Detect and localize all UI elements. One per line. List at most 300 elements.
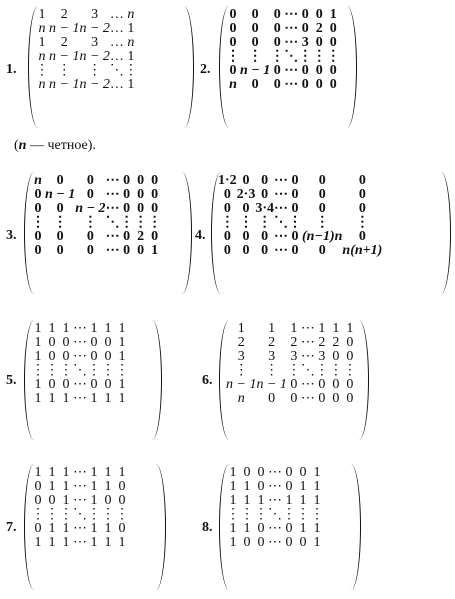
matrix-cell: 1 (104, 391, 112, 406)
matrix-cell: 1 (243, 521, 251, 536)
matrix-row (35, 64, 138, 78)
matrix-row (218, 174, 382, 188)
matrix-cell: ⋮ (101, 507, 115, 522)
matrix-cell: ⋯ (105, 243, 120, 258)
matrix-cell: 1 (104, 535, 112, 550)
matrix-cell: ⋮ (87, 507, 101, 522)
matrix-row (31, 364, 129, 378)
matrix-cell: 1 (38, 35, 46, 50)
matrix-cell: 1 (127, 21, 135, 36)
matrix-cell: 1 (118, 377, 126, 392)
matrix-row (226, 392, 357, 406)
matrix-cell: 0 (223, 229, 231, 244)
matrix-cell: 0 (291, 229, 299, 244)
matrix-cell: 1 (229, 479, 237, 494)
matrix-cell: 0 (346, 335, 354, 350)
matrix-cell: 0 (104, 493, 112, 508)
matrix-row (218, 202, 382, 216)
matrix-cell: 0 (123, 187, 131, 202)
matrix-cell: 0 (332, 391, 340, 406)
matrix-cell: 1 (118, 349, 126, 364)
matrix-cell: 2 (290, 335, 298, 350)
matrix-cell: 1 (104, 465, 112, 480)
matrix-cell: 0 (242, 243, 250, 258)
matrix-cell: 0 (62, 335, 70, 350)
matrix-cell: 0 (34, 229, 42, 244)
matrix-cell: 1 (329, 7, 337, 22)
matrix-cell: n − 2 (79, 77, 110, 92)
matrix-cell: 1 (34, 349, 42, 364)
matrix-cell: ⋯ (73, 479, 87, 494)
problem-number: 7. (6, 520, 17, 535)
matrix-cell: 0 (358, 187, 366, 202)
matrix-cell: 2 (237, 335, 245, 350)
matrix-cell: ⋮ (315, 215, 330, 230)
matrix-cell: 1 (299, 521, 307, 536)
problem-number: 5. (6, 373, 17, 388)
matrix-cell: ⋯ (268, 521, 282, 536)
problem-number: 3. (6, 228, 17, 243)
matrix-cell: 0 (137, 173, 145, 188)
matrix-row (31, 392, 129, 406)
matrix-cell: n (38, 49, 46, 64)
matrix-cell: n (229, 77, 237, 92)
matrix-cell: n(n+1) (342, 243, 383, 258)
matrix-row (226, 522, 324, 536)
matrix-cell: 1 (34, 535, 42, 550)
matrix-cell: n − 1 (49, 21, 80, 36)
matrix-cell: 0 (48, 349, 56, 364)
matrix-cell: 0 (318, 243, 326, 258)
matrix-cell: 0 (358, 229, 366, 244)
matrix-row (226, 78, 340, 92)
matrix (218, 174, 382, 258)
matrix-cell: 3 (91, 7, 99, 22)
matrix-cell: ⋮ (314, 363, 329, 378)
matrix-cell: n − 1 (256, 377, 287, 392)
matrix-cell: n − 1 (45, 187, 76, 202)
matrix-cell: ⋮ (286, 363, 301, 378)
matrix-cell: ⋮ (31, 507, 45, 522)
matrix-cell: ⋯ (73, 465, 87, 480)
matrix-row (31, 244, 162, 258)
matrix-cell: ⋯ (268, 465, 282, 480)
matrix-cell: ⋯ (73, 321, 87, 336)
matrix-cell: 1·2 (218, 173, 237, 188)
matrix-cell: ⋯ (73, 349, 87, 364)
matrix-cell: 0 (346, 377, 354, 392)
matrix-row (226, 22, 340, 36)
matrix-cell: 2 (315, 21, 323, 36)
matrix-cell: ⋮ (248, 49, 263, 64)
matrix-cell: 0 (257, 535, 265, 550)
matrix-cell: 0 (318, 201, 326, 216)
matrix-cell: ⋮ (45, 507, 59, 522)
matrix-row (31, 378, 129, 392)
matrix-cell: 0 (123, 173, 131, 188)
matrix-cell: ⋯ (300, 391, 315, 406)
matrix-cell: 0 (62, 349, 70, 364)
matrix-cell: ⋯ (284, 7, 299, 22)
matrix-cell: 0 (104, 335, 112, 350)
matrix-row (218, 188, 382, 202)
matrix-cell: 0 (315, 35, 323, 50)
matrix (31, 466, 129, 550)
matrix-cell: 2 (268, 335, 276, 350)
matrix-cell: 1 (346, 321, 354, 336)
matrix-cell: 1 (38, 7, 46, 22)
matrix-cell: 1 (62, 521, 70, 536)
matrix-cell: 0 (86, 243, 94, 258)
matrix-cell: ⋯ (300, 377, 315, 392)
matrix-cell: 0 (257, 521, 265, 536)
matrix-cell: n − 1 (240, 63, 271, 78)
problem-number: 4. (195, 228, 206, 243)
matrix-cell: 0 (268, 391, 276, 406)
matrix-cell: 0 (251, 7, 259, 22)
matrix-cell: ⋮ (239, 215, 253, 230)
matrix-cell: 1 (90, 465, 98, 480)
matrix-cell: ⋮ (257, 215, 272, 230)
matrix-cell: … (109, 21, 124, 36)
matrix-cell: 0 (299, 535, 307, 550)
matrix-cell: ⋯ (105, 187, 120, 202)
matrix-cell: ⋮ (101, 363, 115, 378)
matrix-cell: 1 (313, 535, 321, 550)
matrix-cell: 0 (123, 201, 131, 216)
matrix-cell: 1 (34, 321, 42, 336)
matrix-row (31, 202, 162, 216)
matrix-cell: n − 1 (49, 49, 80, 64)
matrix-cell: 0 (223, 201, 231, 216)
matrix-cell: 0 (261, 243, 269, 258)
matrix-cell: 0 (118, 479, 126, 494)
matrix-cell: 1 (127, 77, 135, 92)
matrix-cell: n (34, 173, 42, 188)
matrix-cell: ⋮ (87, 63, 102, 78)
matrix-cell: ⋯ (73, 493, 87, 508)
matrix-row (31, 508, 129, 522)
matrix-cell: 0 (261, 229, 269, 244)
matrix-cell: 0 (34, 187, 42, 202)
matrix-cell: 0 (329, 77, 337, 92)
matrix-cell: 0 (291, 201, 299, 216)
matrix-bracket (28, 6, 194, 128)
matrix-cell: n − 2 (75, 201, 106, 216)
matrix-row (35, 22, 138, 36)
matrix-row (226, 50, 340, 64)
matrix-cell: n (38, 21, 46, 36)
matrix-cell: ⋱ (274, 215, 289, 230)
matrix-cell: 1 (237, 321, 245, 336)
matrix-cell: ⋱ (284, 49, 299, 64)
matrix-bracket (219, 6, 357, 128)
matrix-cell: 1 (118, 465, 126, 480)
problem-number: 1. (6, 62, 17, 77)
matrix-cell: 0 (86, 187, 94, 202)
matrix-cell: 0 (90, 377, 98, 392)
matrix-cell: ⋯ (274, 173, 289, 188)
note (14, 138, 96, 154)
matrix-cell: 1 (313, 465, 321, 480)
matrix-cell: 0 (329, 35, 337, 50)
matrix-cell: 0 (34, 243, 42, 258)
matrix-cell: 1 (268, 321, 276, 336)
matrix-cell: 0 (273, 21, 281, 36)
matrix-cell: … (109, 35, 124, 50)
matrix-cell: 1 (118, 535, 126, 550)
matrix-cell: 1 (285, 493, 293, 508)
matrix-cell: 0 (285, 479, 293, 494)
matrix-bracket (24, 320, 162, 440)
matrix-cell: ⋮ (59, 363, 73, 378)
matrix-cell: 1 (48, 521, 56, 536)
matrix-cell: 0 (34, 201, 42, 216)
matrix-row (226, 378, 357, 392)
matrix-row (31, 174, 162, 188)
matrix-cell: 1 (62, 479, 70, 494)
matrix-bracket (211, 172, 451, 294)
matrix-cell: 1 (34, 391, 42, 406)
matrix-cell: 0 (223, 243, 231, 258)
matrix-cell: 2 (332, 335, 340, 350)
matrix-cell: 0 (151, 187, 159, 202)
matrix-cell: 0 (56, 173, 64, 188)
matrix-cell: 0 (290, 377, 298, 392)
matrix (226, 466, 324, 550)
matrix-cell: 1 (90, 535, 98, 550)
matrix-cell: 1 (127, 49, 135, 64)
matrix-cell: ⋯ (284, 63, 299, 78)
matrix-row (35, 78, 138, 92)
matrix-cell: n (127, 35, 135, 50)
matrix-row (226, 8, 340, 22)
matrix-cell: 1 (243, 493, 251, 508)
matrix-cell: 0 (301, 21, 309, 36)
matrix-cell: ⋮ (326, 49, 341, 64)
matrix-cell: 1 (118, 391, 126, 406)
problem-number: 8. (202, 520, 213, 535)
matrix-cell: ⋮ (240, 507, 254, 522)
matrix (31, 322, 129, 406)
matrix-cell: ⋯ (73, 335, 87, 350)
matrix-cell: 1 (62, 391, 70, 406)
matrix-cell: 0 (34, 493, 42, 508)
matrix-cell: 1 (90, 493, 98, 508)
matrix-cell: ⋯ (73, 535, 87, 550)
matrix-cell: ⋯ (300, 335, 315, 350)
matrix-cell: 1 (332, 321, 340, 336)
matrix-cell: 0 (229, 35, 237, 50)
matrix-row (218, 230, 382, 244)
matrix-row (31, 216, 162, 230)
matrix-cell: 0 (301, 63, 309, 78)
matrix-cell: 0 (229, 21, 237, 36)
matrix-cell: ⋯ (73, 521, 87, 536)
matrix-cell: ⋮ (270, 49, 285, 64)
matrix-cell: 0 (273, 63, 281, 78)
matrix-cell: n (237, 391, 245, 406)
matrix (226, 8, 340, 92)
matrix-cell: (n−1)n (302, 229, 343, 244)
matrix-cell: n (38, 77, 46, 92)
matrix-row (226, 494, 324, 508)
matrix-cell: 2 (60, 35, 68, 50)
matrix-cell: ⋱ (73, 507, 87, 522)
matrix-cell: 0 (243, 465, 251, 480)
matrix-cell: ⋮ (119, 215, 134, 230)
matrix-cell: 0 (318, 391, 326, 406)
matrix-row (226, 466, 324, 480)
matrix-cell: 0 (86, 173, 94, 188)
matrix-cell: 1 (104, 321, 112, 336)
matrix (35, 8, 138, 92)
matrix-cell: 0 (273, 7, 281, 22)
matrix-cell: 0 (90, 349, 98, 364)
matrix-cell: ⋮ (226, 49, 240, 64)
note-text: — четное). (26, 138, 96, 153)
matrix-row (226, 64, 340, 78)
matrix-cell: ⋮ (53, 215, 68, 230)
matrix-cell: ⋮ (87, 363, 101, 378)
matrix-bracket (219, 320, 369, 440)
matrix-cell: 0 (261, 187, 269, 202)
matrix-cell: 0 (242, 173, 250, 188)
matrix-cell: 0 (273, 35, 281, 50)
matrix-cell: 0 (123, 229, 131, 244)
matrix-cell: 0 (118, 521, 126, 536)
matrix-cell: 0 (257, 479, 265, 494)
matrix-cell: 0 (90, 335, 98, 350)
matrix-cell: ⋮ (288, 215, 303, 230)
matrix-cell: 1 (34, 377, 42, 392)
matrix-cell: 1 (90, 391, 98, 406)
matrix-cell: 0 (318, 187, 326, 202)
matrix-cell: ⋮ (31, 215, 45, 230)
matrix-row (31, 480, 129, 494)
matrix-cell: ⋮ (254, 507, 268, 522)
matrix-row (226, 36, 340, 50)
matrix-row (31, 322, 129, 336)
matrix-cell: 0 (151, 229, 159, 244)
matrix-cell: 0 (104, 349, 112, 364)
matrix-cell: 1 (48, 391, 56, 406)
matrix-row (218, 244, 382, 258)
matrix-row (226, 350, 357, 364)
matrix-row (31, 536, 129, 550)
matrix-cell: 0 (261, 173, 269, 188)
matrix-cell: ⋮ (220, 215, 235, 230)
matrix-cell: 0 (358, 201, 366, 216)
matrix-cell: 0 (285, 521, 293, 536)
matrix-cell: 0 (62, 377, 70, 392)
matrix-cell: 0 (48, 493, 56, 508)
matrix-cell: ⋮ (355, 215, 370, 230)
matrix-cell: 0 (34, 521, 42, 536)
matrix-cell: ⋮ (310, 507, 324, 522)
matrix-cell: ⋮ (123, 63, 138, 78)
matrix-cell: 0 (291, 187, 299, 202)
matrix-cell: 3 (268, 349, 276, 364)
matrix-cell: ⋮ (115, 507, 129, 522)
matrix-cell: 1 (118, 321, 126, 336)
matrix-cell: 0 (229, 63, 237, 78)
matrix-cell: 1 (90, 521, 98, 536)
matrix-row (35, 36, 138, 50)
matrix-cell: 1 (313, 479, 321, 494)
matrix-cell: 0 (251, 35, 259, 50)
matrix-cell: 0 (137, 201, 145, 216)
matrix-cell: ⋮ (328, 363, 343, 378)
matrix-cell: n − 1 (49, 77, 80, 92)
matrix-bracket (219, 464, 361, 590)
matrix-cell: 0 (301, 7, 309, 22)
matrix (226, 322, 357, 406)
matrix-cell: 0 (56, 201, 64, 216)
matrix-row (31, 230, 162, 244)
matrix-cell: 1 (151, 243, 159, 258)
matrix-cell: ⋯ (105, 201, 120, 216)
matrix-cell: 0 (137, 243, 145, 258)
matrix-cell: ⋯ (73, 391, 87, 406)
matrix-row (226, 336, 357, 350)
problem-number: 2. (200, 62, 211, 77)
matrix-row (226, 536, 324, 550)
matrix-cell: 0 (273, 77, 281, 92)
matrix-cell: n (127, 7, 135, 22)
matrix-cell: 0 (151, 201, 159, 216)
matrix-cell: 0 (301, 77, 309, 92)
matrix-cell: 0 (242, 201, 250, 216)
matrix-cell: 1 (34, 335, 42, 350)
matrix-cell: ⋯ (268, 535, 282, 550)
matrix-cell: ⋮ (226, 507, 240, 522)
matrix-cell: 0 (223, 187, 231, 202)
matrix-cell: ⋮ (298, 49, 313, 64)
matrix-cell: 0 (315, 77, 323, 92)
matrix-cell: 1 (62, 493, 70, 508)
matrix-cell: 0 (291, 173, 299, 188)
matrix-cell: ⋯ (300, 349, 315, 364)
matrix-cell: 1 (229, 465, 237, 480)
matrix-cell: ⋯ (274, 187, 289, 202)
matrix-cell: n − 2 (79, 49, 110, 64)
matrix-bracket (24, 464, 166, 590)
matrix-cell: ⋯ (105, 173, 120, 188)
matrix-cell: 0 (242, 229, 250, 244)
matrix-cell: ⋱ (268, 507, 282, 522)
matrix-cell: ⋮ (45, 363, 59, 378)
matrix-cell: ⋯ (284, 35, 299, 50)
matrix-cell: ⋱ (105, 215, 120, 230)
matrix-cell: 1 (313, 521, 321, 536)
matrix-cell: 0 (346, 349, 354, 364)
matrix-cell: ⋮ (59, 507, 73, 522)
matrix-cell: 0 (243, 535, 251, 550)
matrix-cell: 3 (318, 349, 326, 364)
matrix-cell: … (109, 7, 124, 22)
matrix-cell: ⋮ (57, 63, 72, 78)
matrix-cell: 0 (118, 493, 126, 508)
matrix-cell: 0 (329, 21, 337, 36)
matrix-cell: 1 (48, 321, 56, 336)
matrix-cell: 1 (299, 479, 307, 494)
matrix-cell: 3 (91, 35, 99, 50)
matrix-cell: … (109, 49, 124, 64)
matrix-cell: 0 (315, 63, 323, 78)
matrix-cell: 1 (229, 535, 237, 550)
matrix-cell: ⋱ (73, 363, 87, 378)
